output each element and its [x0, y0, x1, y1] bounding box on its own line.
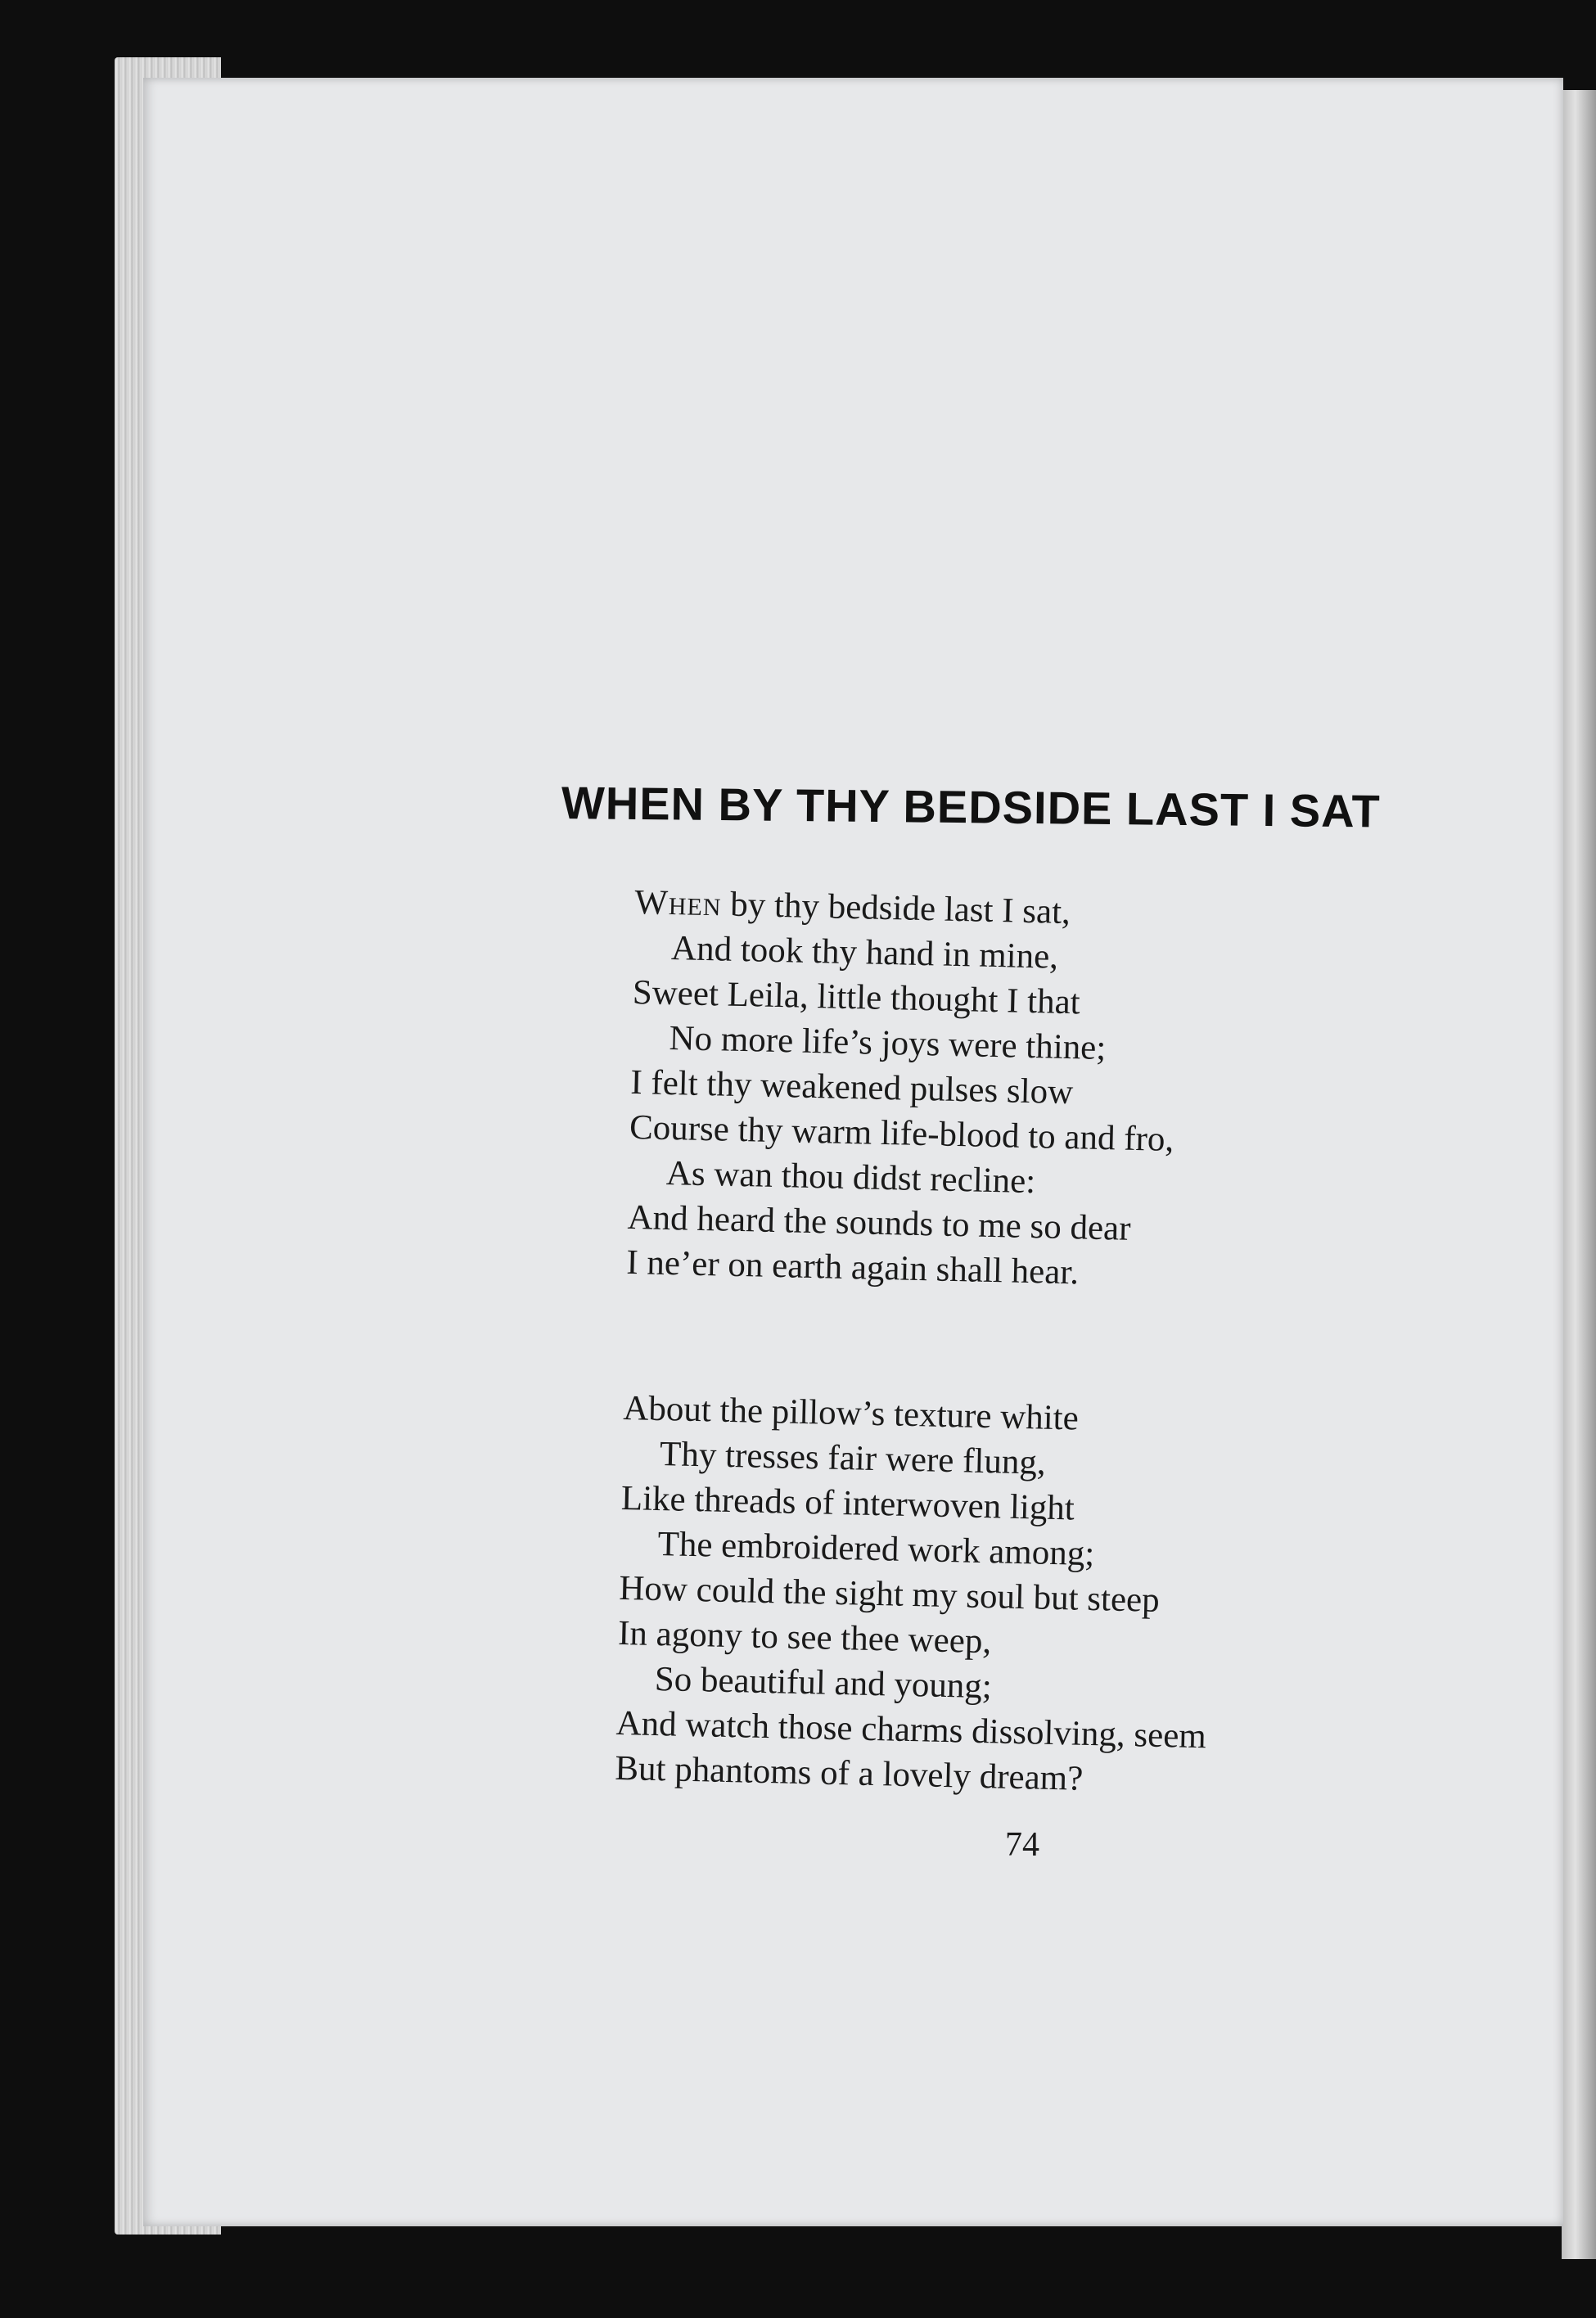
poem-line: Like threads of interwoven light — [620, 1478, 1075, 1528]
poem-line: In agony to see thee weep, — [617, 1613, 992, 1662]
poem-line: But phantoms of a lovely dream? — [614, 1748, 1084, 1798]
page-number: 74 — [1005, 1826, 1039, 1864]
poem-line: So beautiful and young; — [654, 1659, 993, 1707]
poem-line: Course thy warm life-blood to and fro, — [629, 1107, 1174, 1160]
poem-line: About the pillow’s texture white — [622, 1388, 1080, 1438]
poem-line: I felt thy weakened pulses slow — [629, 1062, 1074, 1112]
poem-line: Sweet Leila, little thought I that — [632, 972, 1081, 1022]
poem-line: And watch those charms dissolving, seem — [615, 1703, 1207, 1757]
poem-line: I ne’er on earth again shall hear. — [625, 1242, 1080, 1292]
poem-line: No more life’s joys were thine; — [669, 1019, 1107, 1068]
poem-line: As wan thou didst recline: — [665, 1153, 1036, 1202]
stanza-1 — [626, 880, 1179, 1297]
stanza-2 — [615, 1386, 1214, 1804]
poem-line: The embroidered work among; — [657, 1525, 1095, 1574]
first-word: When — [633, 882, 723, 924]
book-right-edge — [1562, 90, 1596, 2259]
first-line-rest: by thy bedside last I sat, — [721, 885, 1071, 932]
poem-line: Thy tresses fair were flung, — [659, 1435, 1047, 1482]
poem-line: And heard the sounds to me so dear — [627, 1197, 1132, 1248]
poem-line: And took thy hand in mine, — [670, 929, 1059, 976]
poem-line: How could the sight my soul but steep — [618, 1568, 1161, 1620]
poem-title: WHEN BY THY BEDSIDE LAST I SAT — [561, 777, 1382, 837]
